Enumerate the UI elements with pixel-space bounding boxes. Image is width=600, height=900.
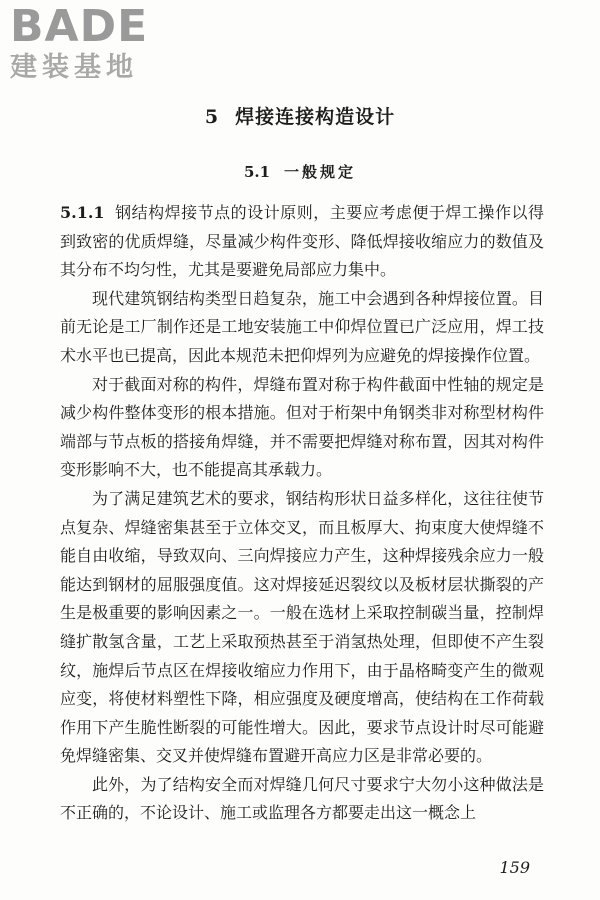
chapter-title [0,102,600,129]
logo-brand: BADE [10,1,149,52]
chapter-number: 5 [204,106,220,128]
section-number: 5.1 [243,163,271,181]
paragraph: 现代建筑钢结构类型日趋复杂，施工中会遇到各种焊接位置。目前无论是工厂制作还是工地安装施工中仰焊位置已广泛应用，焊工技术水平也已提高，因此本规范未把仰焊列为应避免的焊接操作位置。 [60,288,544,365]
clause-paragraph [60,199,544,285]
paragraph: 此外，为了结构安全而对焊缝几何尺寸要求宁大勿小这种做法是不正确的，不论设计、施工或监理各方都要走出这一概念上 [60,774,544,823]
logo-subtitle: 建装基地 [10,52,138,83]
watermark-logo [10,1,180,84]
paragraph: 为了满足建筑艺术的要求，钢结构形状日益多样化，这往往使节点复杂、焊缝密集甚至于立体交叉，而且板厚大、拘束度大使焊缝不能自由收缩，导致双向、三向焊接应力产生，这种焊接残余应力一般能达到钢材的屈服强度值。这对焊接延迟裂纹以及板材层状撕裂的产生是极重要的影响因素之一。一般在选材上采取控制碳当量，控制焊缝扩散氢含量，工艺上采取预热甚至于消氢热处理，但即使不产生裂纹，施焊后节点区在焊接收缩应力作用下，由于晶格畸变产生的微观应变，将使材料塑性下降，相应强度及硬度增高，使结构在工作荷载作用下产生脆性断裂的可能性增大。因此，要求节点设计时尽可能避免焊缝密集、交叉并使焊缝布置避开高应力区是非常必要的。 [60,488,544,766]
section-title-text: 一般规定 [284,163,357,181]
page-number: 159 [499,858,530,877]
clause-text: 钢结构焊接节点的设计原则，主要应考虑便于焊工操作以得到致密的优质焊缝，尽量减少构件变形、降低焊接收缩应力的数值及其分布不均匀性，尤其是要避免局部应力集中。 [60,203,544,280]
body-text [60,199,544,828]
paragraph: 对于截面对称的构件，焊缝布置对称于构件截面中性轴的规定是减少构件整体变形的根本措施。但对于桁架中角钢类非对称型材构件端部与节点板的搭接角焊缝，并不需要把焊缝对称布置，因其对构件变形影响不大，也不能提高其承载力。 [60,374,544,480]
section-title [0,161,600,182]
clause-number: 5.1.1 [60,203,105,222]
chapter-title-text: 焊接连接构造设计 [235,106,396,128]
